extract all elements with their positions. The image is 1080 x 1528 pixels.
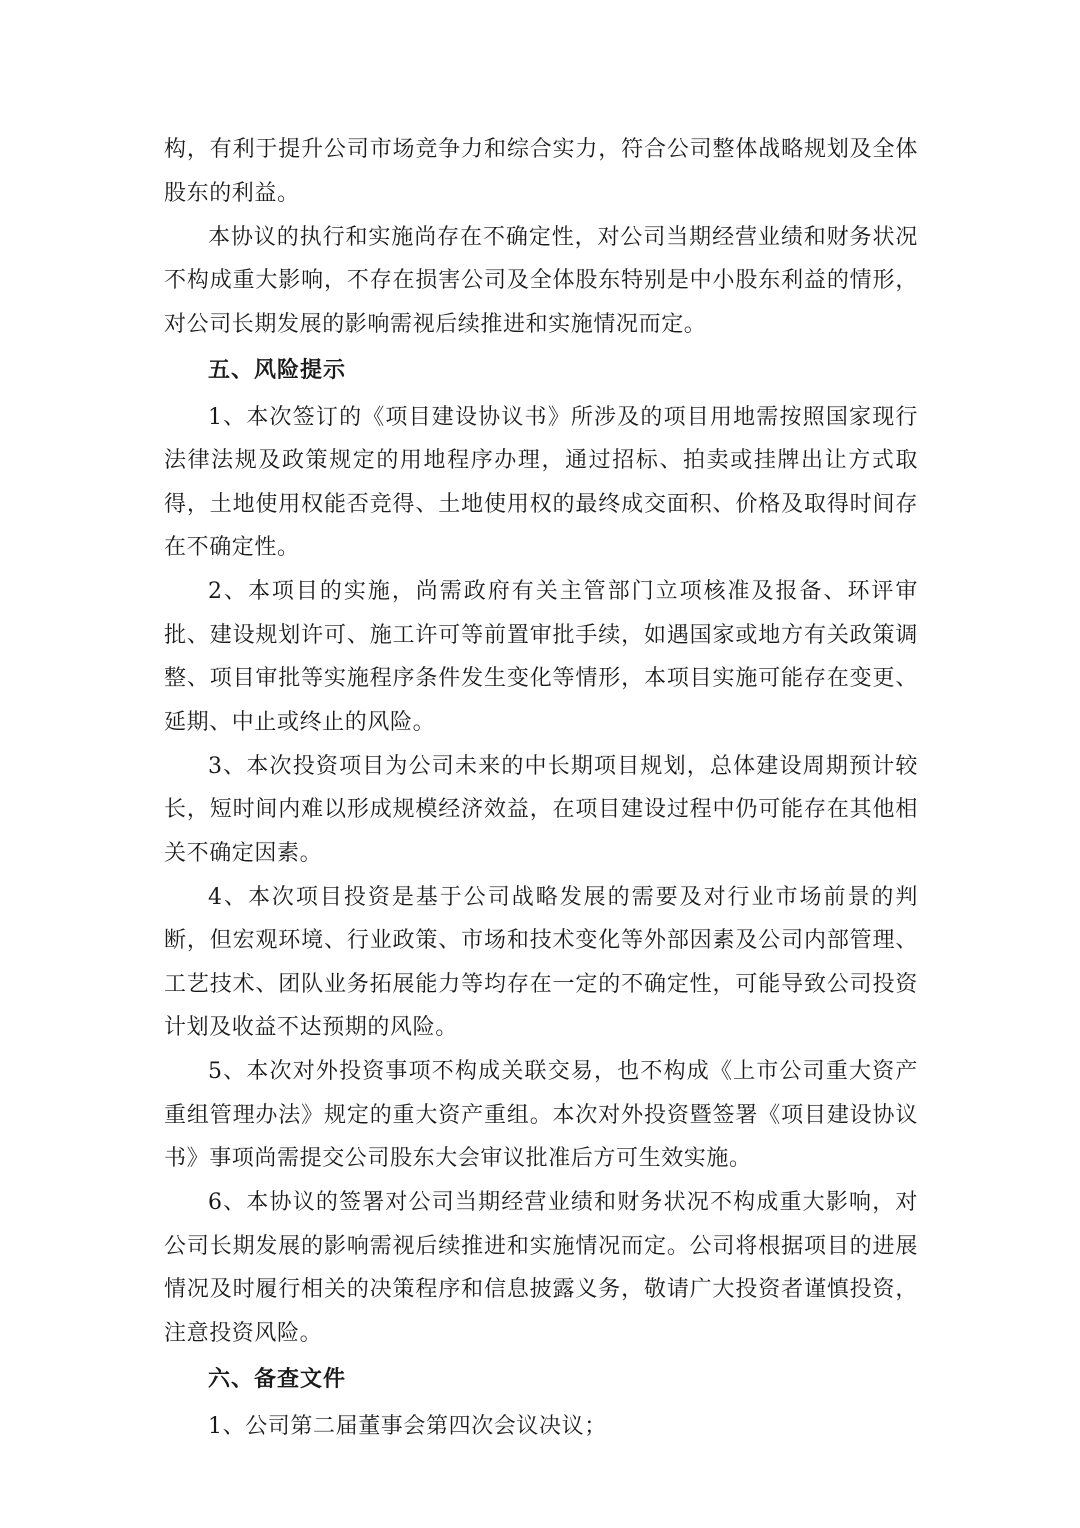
risk-item-6: 6、本协议的签署对公司当期经营业绩和财务状况不构成重大影响，对公司长期发展的影响需视后续推进和实施情况而定。公司将根据项目的进展情况及时履行相关的决策程序和信息披露义务，敬请广大投资者谨慎投资，注意投资风险。: [164, 1190, 918, 1346]
risk-item-3: 3、本次投资项目为公司未来的中长期项目规划，总体建设周期预计较长，短时间内难以形成规模经济效益，在项目建设过程中仍可能存在其他相关不确定因素。: [164, 753, 918, 866]
risk-item-2: 2、本项目的实施，尚需政府有关主管部门立项核准及报备、环评审批、建设规划许可、施工许可等前置审批手续，如遇国家或地方有关政策调整、项目审批等实施程序条件发生变化等情形，本项目实施可能存在变更、延期、中止或终止的风险。: [164, 579, 918, 735]
risk-item-1: 1、本次签订的《项目建设协议书》所涉及的项目用地需按照国家现行法律法规及政策规定的用地程序办理，通过招标、拍卖或挂牌出让方式取得，土地使用权能否竞得、土地使用权的最终成交面积、价格及取得时间存在不确定性。: [164, 404, 918, 560]
paragraph-intro-continuation: 构，有利于提升公司市场竞争力和综合实力，符合公司整体战略规划及全体股东的利益。: [164, 137, 918, 206]
section-heading-reference-documents: 六、备查文件: [208, 1367, 347, 1392]
section-heading-risk: 五、风险提示: [208, 358, 347, 383]
risk-item-4: 4、本次项目投资是基于公司战略发展的需要及对行业市场前景的判断，但宏观环境、行业政策、市场和技术变化等外部因素及公司内部管理、工艺技术、团队业务拓展能力等均存在一定的不确定性，可能导致公司投资计划及收益不达预期的风险。: [164, 884, 918, 1040]
document-page: [164, 128, 918, 1448]
risk-item-5: 5、本次对外投资事项不构成关联交易，也不构成《上市公司重大资产重组管理办法》规定的重大资产重组。本次对外投资暨签署《项目建设协议书》事项尚需提交公司股东大会审议批准后方可生效实施。: [164, 1059, 918, 1171]
paragraph-agreement-uncertainty: 本协议的执行和实施尚存在不确定性，对公司当期经营业绩和财务状况不构成重大影响，不存在损害公司及全体股东特别是中小股东利益的情形，对公司长期发展的影响需视后续推进和实施情况而定。: [164, 224, 918, 337]
reference-item-1: 1、公司第二届董事会第四次会议决议；: [208, 1413, 607, 1439]
